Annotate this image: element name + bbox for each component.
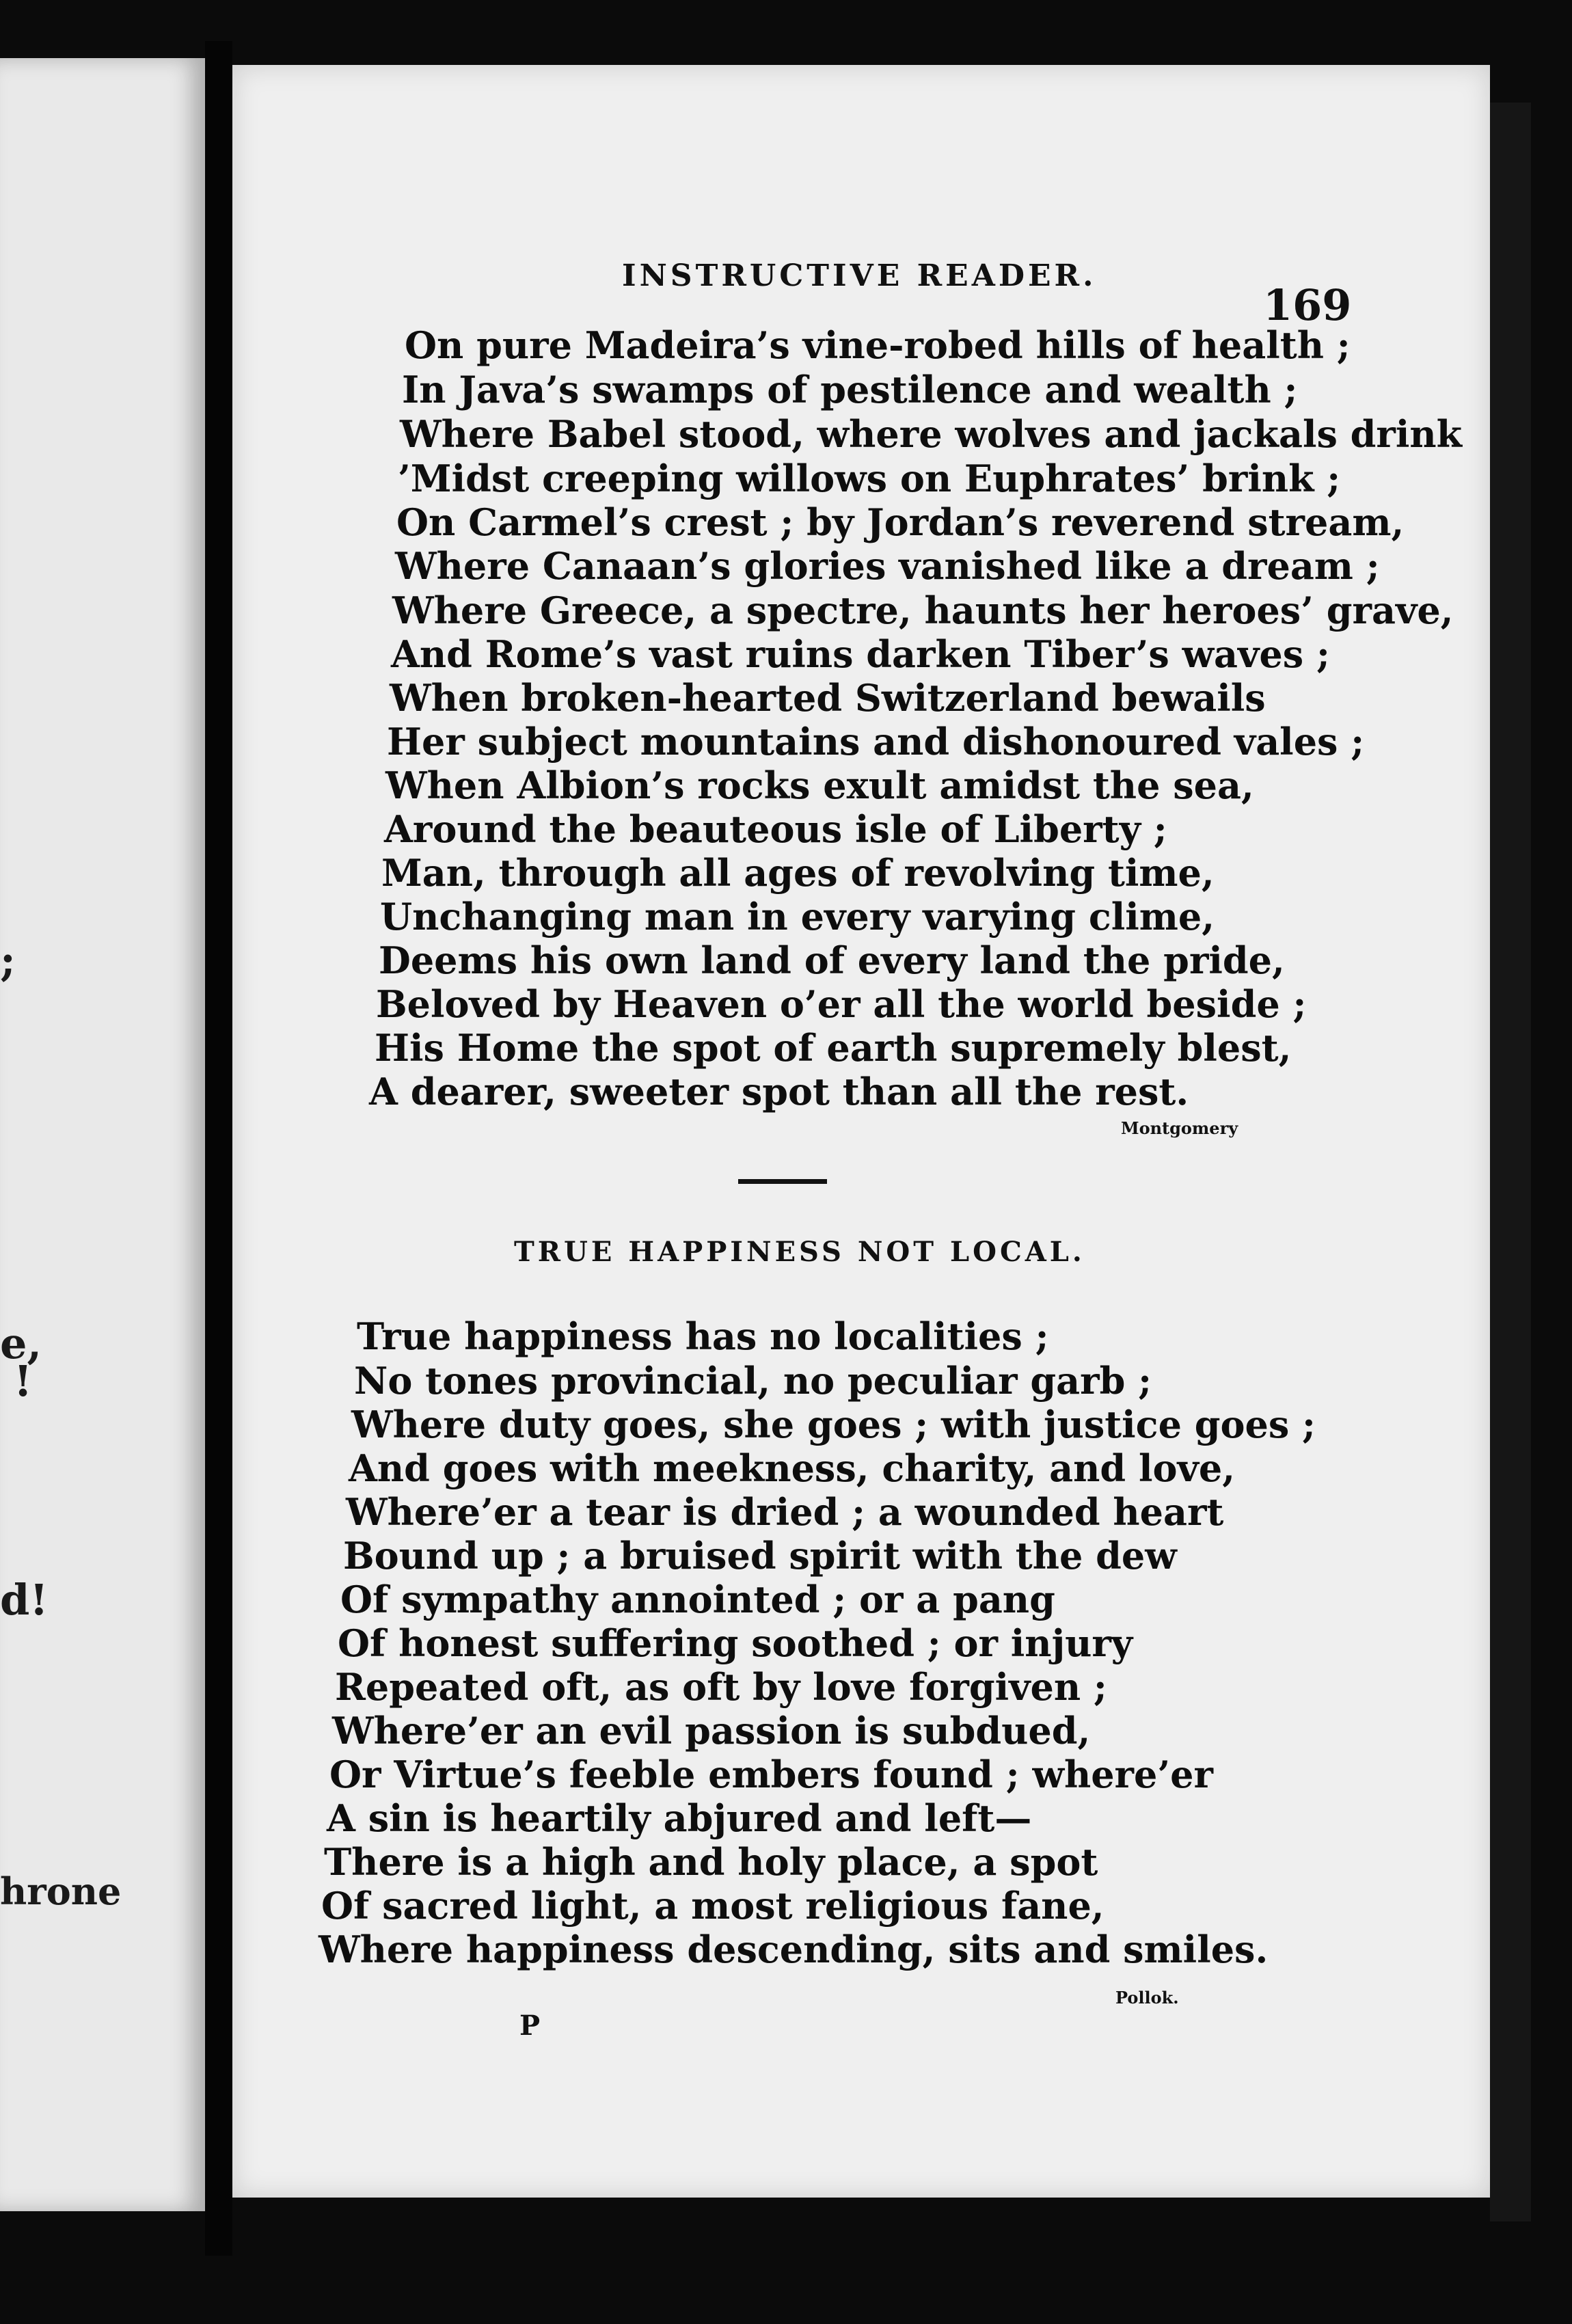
- section-divider: [738, 1179, 827, 1184]
- poem1-line: On Carmel’s crest ; by Jordan’s reverend stream,: [396, 500, 1405, 544]
- poem2-line: Of honest suffering soothed ; or injury: [338, 1621, 1133, 1665]
- poem1-line: On pure Madeira’s vine-robed hills of health ;: [405, 323, 1351, 367]
- poem1-line: When broken-hearted Switzerland bewails: [390, 676, 1266, 720]
- poem2-line: Of sympathy annointed ; or a pang: [340, 1578, 1055, 1621]
- poem2-line: And goes with meekness, charity, and love,: [349, 1446, 1236, 1490]
- poem1-line: Unchanging man in every varying clime,: [380, 895, 1215, 938]
- left-page-fragment: e,: [0, 1319, 42, 1368]
- poem2-line: A sin is heartily abjured and left—: [327, 1796, 1032, 1840]
- poem2-title: TRUE HAPPINESS NOT LOCAL.: [514, 1236, 1085, 1268]
- page-number: 169: [1263, 280, 1352, 330]
- left-page-fragment: hrone: [0, 1869, 122, 1913]
- poem1-line: Where Greece, a spectre, haunts her heroes’ grave,: [392, 589, 1454, 632]
- poem2-line: Of sacred light, a most religious fane,: [321, 1884, 1105, 1928]
- poem2-attribution: Pollok.: [1115, 1988, 1179, 2008]
- poem1-line: His Home the spot of earth supremely blest,: [375, 1026, 1292, 1070]
- previous-page-edge: [0, 58, 205, 2211]
- poem2-line: Where happiness descending, sits and smiles.: [319, 1928, 1269, 1971]
- left-page-fragment: d!: [0, 1575, 49, 1625]
- book-gutter: [205, 41, 232, 2256]
- poem2-line: There is a high and holy place, a spot: [324, 1840, 1098, 1884]
- poem1-line: And Rome’s vast ruins darken Tiber’s waves ;: [391, 632, 1330, 676]
- poem1-line: When Albion’s rocks exult amidst the sea,: [385, 764, 1254, 807]
- poem2-line: Bound up ; a bruised spirit with the dew: [343, 1534, 1177, 1578]
- poem1-line: Where Babel stood, where wolves and jackals drink: [400, 412, 1463, 456]
- poem1-line: Her subject mountains and dishonoured vales ;: [387, 720, 1365, 764]
- running-head: INSTRUCTIVE READER.: [622, 258, 1097, 293]
- poem1-line: Where Canaan’s glories vanished like a dream ;: [395, 544, 1380, 588]
- poem2-line: Where’er an evil passion is subdued,: [332, 1709, 1091, 1753]
- poem1-attribution: Montgomery: [1121, 1118, 1238, 1138]
- poem1-line: Beloved by Heaven o’er all the world beside ;: [376, 982, 1307, 1026]
- poem2-line: Repeated oft, as oft by love forgiven ;: [335, 1665, 1107, 1709]
- poem2-line: Or Virtue’s feeble embers found ; where’er: [329, 1753, 1213, 1796]
- page-edge: [1490, 103, 1531, 2221]
- poem1-line: A dearer, sweeter spot than all the rest.: [369, 1070, 1189, 1113]
- poem1-line: Around the beauteous isle of Liberty ;: [384, 807, 1167, 851]
- poem1-line: ’Midst creeping willows on Euphrates’ brink ;: [398, 457, 1341, 500]
- left-page-fragment: ;: [0, 936, 16, 986]
- poem1-line: Man, through all ages of revolving time,: [381, 851, 1215, 895]
- left-page-fragment: !: [14, 1356, 33, 1406]
- poem2-line: No tones provincial, no peculiar garb ;: [354, 1359, 1152, 1403]
- printer-signature-mark: P: [519, 2010, 541, 2042]
- poem1-line: Deems his own land of every land the pride,: [379, 938, 1285, 982]
- poem2-line: True happiness has no localities ;: [357, 1314, 1049, 1358]
- poem1-line: In Java’s swamps of pestilence and wealth ;: [402, 368, 1298, 411]
- poem2-line: Where’er a tear is dried ; a wounded heart: [346, 1490, 1224, 1534]
- poem2-line: Where duty goes, she goes ; with justice goes ;: [351, 1403, 1316, 1446]
